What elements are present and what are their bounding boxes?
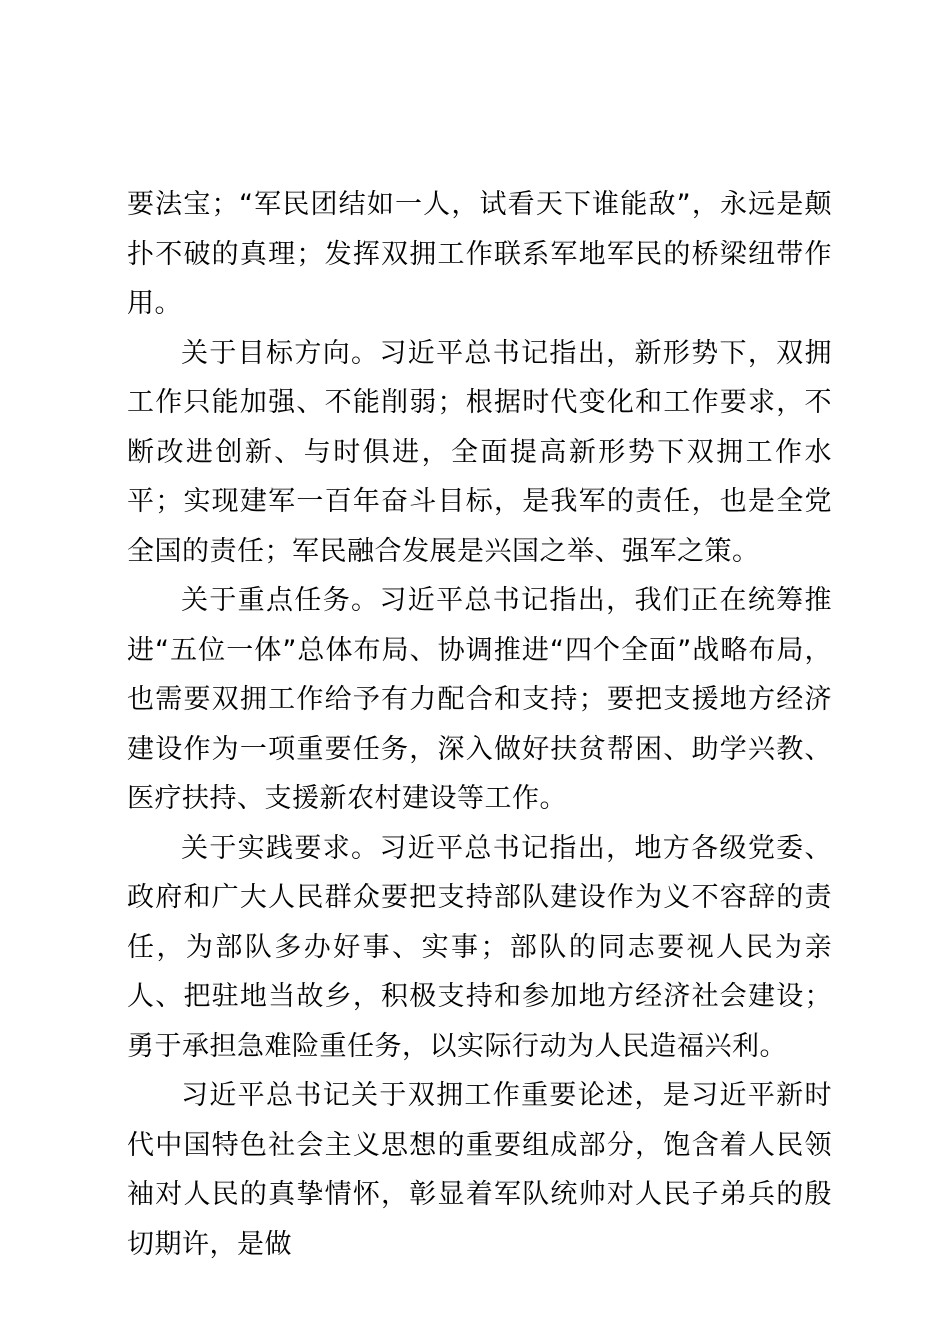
document-page bbox=[127, 180, 832, 1269]
paragraph-continuation: 要法宝；“军民团结如一人，试看天下谁能敌”，永远是颠扑不破的真理；发挥双拥工作联系军地军民的桥梁纽带作用。 bbox=[127, 189, 832, 319]
paragraph-goal-direction: 关于目标方向。习近平总书记指出，新形势下，双拥工作只能加强、不能削弱；根据时代变化和工作要求，不断改进创新、与时俱进，全面提高新形势下双拥工作水平；实现建军一百年奋斗目标，是我军的责任，也是全党全国的责任；军民融合发展是兴国之举、强军之策。 bbox=[127, 337, 832, 567]
paragraph-key-tasks: 关于重点任务。习近平总书记指出，我们正在统筹推进“五位一体”总体布局、协调推进“四个全面”战略布局，也需要双拥工作给予有力配合和支持；要把支援地方经济建设作为一项重要任务，深入做好扶贫帮困、助学兴教、医疗扶持、支援新农村建设等工作。 bbox=[127, 585, 832, 814]
paragraph-practice-requirements: 关于实践要求。习近平总书记指出，地方各级党委、政府和广大人民群众要把支持部队建设作为义不容辞的责任，为部队多办好事、实事；部队的同志要视人民为亲人、把驻地当故乡，积极支持和参加地方经济社会建设；勇于承担急难险重任务，以实际行动为人民造福兴利。 bbox=[127, 832, 832, 1062]
paragraph-summary: 习近平总书记关于双拥工作重要论述，是习近平新时代中国特色社会主义思想的重要组成部分，饱含着人民领袖对人民的真挚情怀，彰显着军队统帅对人民子弟兵的殷切期许，是做 bbox=[127, 1080, 832, 1260]
